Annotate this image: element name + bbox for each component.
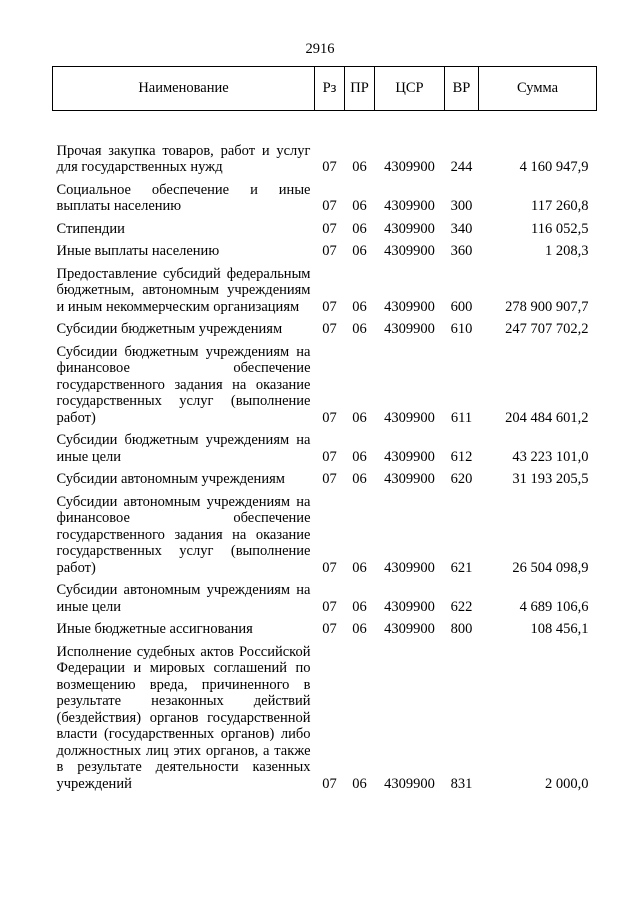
table-row <box>53 432 597 471</box>
row-name: Субсидии автономным учреждениям на финансовое обеспечение государственного задания на оказание государственных услуг (выполнение работ) <box>56 493 311 576</box>
table-row <box>53 182 597 221</box>
row-name: Субсидии бюджетным учреждениям на финансовое обеспечение государственного задания на оказание государственных услуг (выполнение работ) <box>56 343 311 426</box>
table-row <box>53 266 597 322</box>
row-csr: 4309900 <box>384 321 435 337</box>
table-header-row <box>53 67 597 111</box>
row-sum: 26 504 098,9 <box>512 559 589 576</box>
row-name: Исполнение судебных актов Российской Федерации и мировых соглашений по возмещению вреда, причиненного в результате незаконных действий (бездействия) органов государственной власти (государственных органов) либо должностных лиц этих органов, а также в результате деятельности казенных учреждений <box>56 643 311 792</box>
row-vr: 360 <box>450 243 473 259</box>
row-vr: 612 <box>450 448 473 465</box>
row-rz: 07 <box>322 298 337 315</box>
row-csr: 4309900 <box>384 198 435 214</box>
table-row <box>53 494 597 583</box>
header-vr: ВР <box>445 67 479 111</box>
table-row <box>53 344 597 433</box>
row-csr: 4309900 <box>384 159 435 175</box>
row-pr: 06 <box>352 409 367 426</box>
table-row <box>53 111 597 182</box>
table-row <box>53 582 597 621</box>
row-rz: 07 <box>322 598 337 615</box>
row-vr: 622 <box>450 598 473 615</box>
row-sum: 1 208,3 <box>545 243 589 259</box>
header-sum: Сумма <box>479 67 597 111</box>
row-pr: 06 <box>352 159 367 175</box>
row-vr: 300 <box>450 198 473 214</box>
header-rz: Рз <box>315 67 345 111</box>
row-csr: 4309900 <box>384 298 435 315</box>
row-pr: 06 <box>352 220 367 237</box>
row-sum: 2 000,0 <box>545 775 589 792</box>
row-name: Иные бюджетные ассигнования <box>56 621 253 637</box>
row-csr: 4309900 <box>384 243 435 259</box>
row-vr: 610 <box>450 321 473 337</box>
row-name: Субсидии бюджетным учреждениям <box>56 321 283 337</box>
budget-table <box>52 66 597 798</box>
row-rz: 07 <box>322 621 337 637</box>
table-row <box>53 243 597 266</box>
row-rz: 07 <box>322 159 337 175</box>
row-pr: 06 <box>352 198 367 214</box>
row-pr: 06 <box>352 471 367 487</box>
row-csr: 4309900 <box>384 598 435 615</box>
row-vr: 340 <box>450 220 473 237</box>
row-name: Субсидии бюджетным учреждениям на иные цели <box>56 432 311 465</box>
row-name: Иные выплаты населению <box>56 243 220 259</box>
row-pr: 06 <box>352 298 367 315</box>
row-sum: 116 052,5 <box>531 220 589 237</box>
row-pr: 06 <box>352 321 367 337</box>
row-name: Предоставление субсидий федеральным бюджетным, автономным учреждениям и иным некоммерческим организациям <box>56 265 311 315</box>
row-sum: 247 707 702,2 <box>505 321 589 337</box>
row-sum: 4 689 106,6 <box>519 598 589 615</box>
row-csr: 4309900 <box>384 559 435 576</box>
row-sum: 43 223 101,0 <box>512 448 589 465</box>
row-name: Социальное обеспечение и иные выплаты населению <box>56 181 311 214</box>
row-vr: 831 <box>450 775 473 792</box>
row-sum: 108 456,1 <box>530 621 589 637</box>
row-name: Прочая закупка товаров, работ и услуг для государственных нужд <box>56 142 311 175</box>
row-pr: 06 <box>352 775 367 792</box>
row-pr: 06 <box>352 559 367 576</box>
header-csr: ЦСР <box>375 67 445 111</box>
row-sum: 31 193 205,5 <box>512 471 589 487</box>
row-rz: 07 <box>322 559 337 576</box>
row-pr: 06 <box>352 448 367 465</box>
row-sum: 117 260,8 <box>531 198 589 214</box>
row-pr: 06 <box>352 243 367 259</box>
row-vr: 244 <box>450 159 473 175</box>
row-sum: 278 900 907,7 <box>505 298 589 315</box>
row-pr: 06 <box>352 621 367 637</box>
row-rz: 07 <box>322 321 337 337</box>
table-row <box>53 321 597 344</box>
row-csr: 4309900 <box>384 471 435 487</box>
row-vr: 800 <box>450 621 473 637</box>
row-sum: 204 484 601,2 <box>505 409 589 426</box>
row-csr: 4309900 <box>384 448 435 465</box>
row-csr: 4309900 <box>384 409 435 426</box>
header-name: Наименование <box>53 67 315 111</box>
row-name: Стипендии <box>56 220 125 237</box>
row-rz: 07 <box>322 471 337 487</box>
row-csr: 4309900 <box>384 775 435 792</box>
header-pr: ПР <box>345 67 375 111</box>
row-vr: 621 <box>450 559 473 576</box>
row-vr: 600 <box>450 298 473 315</box>
row-name: Субсидии автономным учреждениям <box>56 471 285 487</box>
row-name: Субсидии автономным учреждениям на иные цели <box>56 582 311 615</box>
row-sum: 4 160 947,9 <box>519 159 589 175</box>
row-csr: 4309900 <box>384 220 435 237</box>
row-pr: 06 <box>352 598 367 615</box>
row-vr: 611 <box>450 409 473 426</box>
page-number: 2916 <box>305 41 335 57</box>
row-rz: 07 <box>322 243 337 259</box>
row-vr: 620 <box>450 471 473 487</box>
table-row <box>53 644 597 799</box>
table-row <box>53 621 597 644</box>
table-row <box>53 471 597 494</box>
row-rz: 07 <box>322 448 337 465</box>
table-row <box>53 221 597 244</box>
row-rz: 07 <box>322 198 337 214</box>
row-rz: 07 <box>322 409 337 426</box>
row-rz: 07 <box>322 220 337 237</box>
row-rz: 07 <box>322 775 337 792</box>
row-csr: 4309900 <box>384 621 435 637</box>
